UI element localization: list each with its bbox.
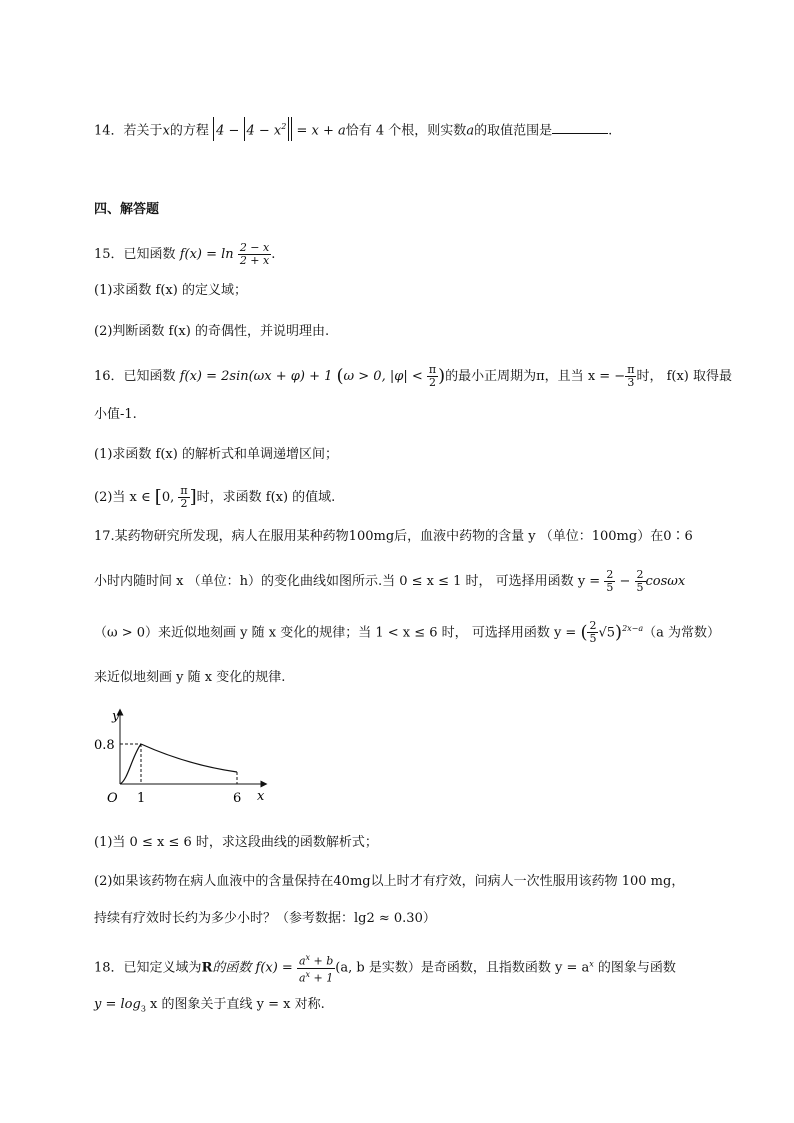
q17-f5c: 5 [589, 632, 597, 646]
q16-pi: π [428, 363, 437, 376]
q17-part1: (1)当 0 ≤ x ≤ 6 时，求这段曲线的函数解析式； [94, 835, 378, 850]
q16-part2: (2)当 x ∈ [0, $\frac{\pi}{2}$ ]时，求函数 f(x) 的值域. [94, 484, 336, 510]
q14-var-a: a [466, 123, 475, 139]
q18-num-sup: x [305, 953, 311, 962]
q16-two: 2 [428, 376, 436, 389]
q15-den: 2 + x [239, 254, 270, 267]
q17-line2-c: cosωx [645, 574, 686, 589]
q14-eq-left: 4 − [216, 123, 244, 139]
q14-end: . [608, 123, 613, 139]
q14-eq-inner-text: 4 − x [246, 123, 282, 139]
q18-text-c: (a, b 是实数）是奇函数，且指数函数 y = a [335, 960, 590, 976]
q16-number: 16． [94, 369, 124, 384]
curve-rising [120, 744, 141, 784]
question-14: 14．若关于x的方程 $4 - 4 - x^2 = x + a$恰有 4 个根，则实数a的取值范围是 . [94, 117, 612, 141]
q18-text-d: 的图象与函数 [593, 960, 676, 976]
q16-pi-over-3 [625, 364, 636, 389]
q18-text-a: 已知定义域为 [123, 960, 202, 976]
q16-part2-int: 0, [161, 490, 179, 505]
q18-line2-a: y = log [94, 997, 141, 1012]
graph-tick-x1: 1 [137, 791, 146, 806]
q17-sqrt: √5 [598, 625, 616, 641]
q14-eq-right: = x + a [292, 123, 346, 139]
graph-tick-y: 0.8 [94, 738, 115, 753]
q18-text-b: 的函数 f(x) = [212, 960, 297, 976]
q16-three: 3 [627, 376, 635, 389]
q15-intro: 已知函数 [123, 247, 180, 262]
q15-part2: (2)判断函数 f(x) 的奇偶性，并说明理由. [94, 324, 330, 339]
q16-part1: (1)求函数 f(x) 的解析式和单调递增区间； [94, 447, 338, 462]
graph-y-label: y [112, 709, 120, 724]
q17-frac-a [604, 569, 615, 594]
q16-text-b: 时， f(x) 取得最 [636, 369, 732, 384]
q18-den-sup: x [305, 969, 311, 979]
graph-x-label: x [257, 789, 265, 804]
q17-line1: 17.某药物研究所发现，病人在服用某种药物100mg后，血液中药物的含量 y （单位：100mg）在0∶6 [94, 529, 693, 544]
q15-end: . [271, 247, 276, 262]
q17-frac-c [587, 620, 598, 645]
q16-part2-b: 时，求函数 f(x) 的值域. [196, 490, 336, 505]
q14-equation [213, 117, 292, 141]
q15-fraction [238, 242, 271, 267]
q18-line2 [94, 995, 325, 1020]
q18-num-base: a [298, 954, 306, 968]
q17-line2-a: 小时内随时间 x （单位：h）的变化曲线如图所示.当 0 ≤ x ≤ 1 时， 可选择用函数 y = [94, 574, 605, 589]
q16-cond: ω > 0, |φ| < [343, 369, 427, 384]
q14-number: 14． [94, 123, 124, 139]
q17-part2: (2)如果该药物在病人血液中的含量保持在40mg以上时才有疗效，问病人一次性服用该药物 100 mg， [94, 874, 685, 889]
q15-func: f(x) = ln [179, 247, 234, 262]
graph-tick-x6: 6 [233, 791, 242, 806]
q17-f5b: 5 [636, 581, 644, 594]
section-title: 四、解答题 [94, 202, 160, 217]
q16-part2-pi: π [180, 484, 188, 497]
curve-decay [141, 744, 237, 772]
q18-line2-b: x 的图象关于直线 y = x 对称. [145, 997, 325, 1012]
q16-line2: 小值-1. [94, 407, 137, 422]
q18-fraction [297, 952, 335, 984]
q14-text-c: 恰有 4 个根，则实数 [345, 123, 467, 139]
question-15 [94, 242, 275, 267]
q17-frac-b [635, 569, 646, 594]
question-16: 16．已知函数 f(x) = 2sin(ωx + φ) + 1 (ω > 0, |φ| < $\frac{\pi}{2}$ )的最小正周期为π，且当 x = − $\frac{\pi}{3}$ 时， f(x) 取得最 [94, 363, 732, 389]
q15-number: 15． [94, 247, 124, 262]
q14-text-d: 的取值范围是 [474, 123, 553, 139]
q15-part1: (1)求函数 f(x) 的定义域； [94, 283, 247, 298]
q16-intro: 已知函数 [123, 369, 180, 384]
q17-exp: 2x−a [622, 624, 644, 633]
q18-line2-sub: 3 [140, 1004, 146, 1014]
q17-f2c: 2 [589, 619, 597, 633]
q16-part2-frac [178, 485, 189, 510]
q18-R: R [201, 960, 213, 976]
question-18 [94, 952, 676, 984]
q14-answer-blank[interactable] [552, 121, 608, 134]
q17-line3-b: （a 为常数） [643, 625, 721, 641]
q16-pi-b: π [627, 363, 635, 376]
q17-line2 [94, 569, 685, 594]
graph-origin: O [107, 791, 118, 806]
q17-graph [94, 706, 284, 808]
q14-text-a: 若关于 [123, 123, 163, 139]
q17-f2b: 2 [636, 568, 644, 581]
q18-text-c-sup: x [589, 959, 594, 969]
q18-num [297, 952, 335, 969]
q16-pi-over-2 [427, 364, 438, 389]
q18-den-tail: + 1 [310, 971, 334, 985]
q16-part2-two: 2 [180, 497, 188, 510]
q17-f5: 5 [606, 581, 614, 594]
q18-num-tail: + b [310, 954, 334, 968]
q17-line3: （ω > 0）来近似地刻画 y 随 x 变化的规律；当 1 < x ≤ 6 时， 可选择用函数 y = ( $\frac{2}{5}$ √5)$^{2x-a}$（a 为常数） [94, 619, 721, 646]
q17-line3-a: （ω > 0）来近似地刻画 y 随 x 变化的规律；当 1 < x ≤ 6 时， 可选择用函数 y = [94, 625, 581, 641]
q15-num: 2 − x [239, 241, 270, 254]
q16-part2-a: (2)当 x ∈ [94, 490, 155, 505]
q17-line4: 来近似地刻画 y 随 x 变化的规律. [94, 670, 286, 685]
q18-den [297, 969, 335, 985]
q17-part2b: 持续有疗效时长约为多少小时？（参考数据：lg2 ≈ 0.30） [94, 911, 436, 926]
q18-number: 18． [94, 960, 124, 976]
q17-line2-b: − [615, 574, 635, 589]
q14-eq-sup: 2 [281, 122, 287, 131]
q18-den-base: a [298, 971, 306, 985]
q16-text-a: 的最小正周期为π，且当 x = − [445, 369, 626, 384]
q17-f2: 2 [606, 568, 614, 581]
q14-text-b: 的方程 [169, 123, 209, 139]
q16-func: f(x) = 2sin(ωx + φ) + 1 [179, 369, 333, 384]
q14-eq-inner [244, 117, 290, 141]
